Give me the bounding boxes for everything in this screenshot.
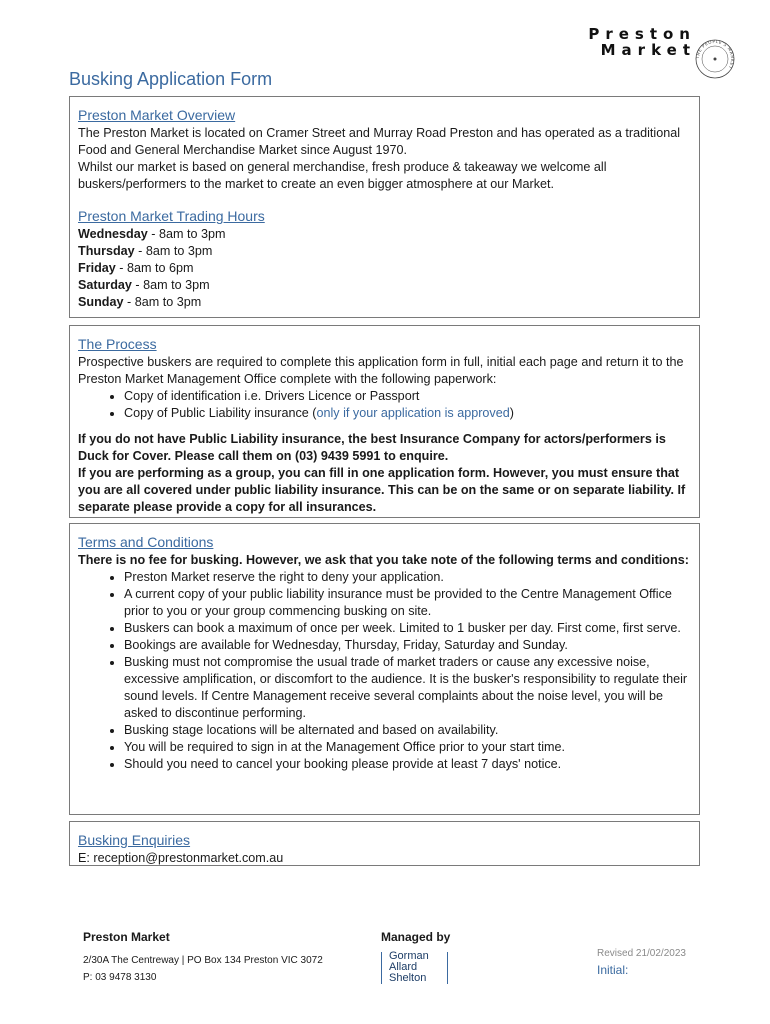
overview-paragraph-2: Whilst our market is based on general merchandise, fresh produce & takeaway we welcome all buskers/performers to the market to create an even bigger atmosphere at our Market. <box>78 160 607 191</box>
hours-day: Sunday <box>78 295 124 309</box>
list-item: • Busking stage locations will be alternated and based on availability. <box>124 722 691 739</box>
footer-contact <box>83 930 323 986</box>
list-item: • You will be required to sign in at the Management Office prior to your start time. <box>124 739 691 756</box>
page-title: Busking Application Form <box>69 69 273 89</box>
peoples-market-seal-icon <box>694 38 736 80</box>
revised-date: Revised 21/02/2023 <box>597 948 686 959</box>
footer-phone: P: 03 9478 3130 <box>83 972 157 983</box>
list-item: • Should you need to cancel your booking please provide at least 7 days' notice. <box>124 756 691 773</box>
logo-word-preston: Preston <box>588 25 696 43</box>
group-notice: If you are performing as a group, you can fill in one application form. However, you must ensure that you are all covered under public liability insurance. This can be on the same or on separate liability. If separate please provide a copy for all insurances. <box>78 466 686 514</box>
overview-paragraph-1: The Preston Market is located on Cramer Street and Murray Road Preston and has operated as a traditional Food and General Merchandise Market since August 1970. <box>78 126 681 157</box>
list-item <box>124 405 691 422</box>
hours-day: Friday <box>78 261 116 275</box>
list-item: • Buskers can book a maximum of once per week. Limited to 1 busker per day. First come, first serve. <box>124 620 691 637</box>
svg-text:THE PEOPLE'S MARKET: THE PEOPLE'S MARKET <box>694 38 736 71</box>
hours-row-thursday <box>78 243 691 260</box>
footer-managed-by <box>381 930 451 988</box>
gorman-allard-shelton-logo <box>381 952 451 988</box>
hours-row-wednesday <box>78 226 691 243</box>
terms-list <box>78 569 691 773</box>
logo-word-market: Market <box>600 41 696 59</box>
hours-day: Wednesday <box>78 227 148 241</box>
terms-section <box>69 523 700 815</box>
manager-logo-text: Gorman Allard Shelton <box>389 950 429 984</box>
list-item: • A current copy of your public liability insurance must be provided to the Centre Management Office prior to you or your group commencing busking on site. <box>124 586 691 620</box>
enquiries-email[interactable]: E: reception@prestonmarket.com.au <box>78 851 284 865</box>
insurance-notice: If you do not have Public Liability insurance, the best Insurance Company for actors/performers is Duck for Cover. Please call them on (03) 9439 5991 to enquire. <box>78 432 666 463</box>
process-heading: The Process <box>78 336 157 352</box>
managed-by-label: Managed by <box>381 930 451 944</box>
enquiries-section <box>69 821 700 866</box>
list-item: • Busking must not compromise the usual trade of market traders or cause any excessive noise, excessive amplification, or discomfort to the audience. It is the busker's responsibility to regulate their sound levels. If Centre Management receive several complaints about the noise level, you will be asked to discontinue performing. <box>124 654 691 722</box>
hours-time: - 8am to 3pm <box>147 227 226 241</box>
hours-day: Saturday <box>78 278 132 292</box>
hours-day: Thursday <box>78 244 135 258</box>
overview-section <box>69 96 700 318</box>
hours-time: - 8am to 3pm <box>131 278 210 292</box>
hours-time: - 8am to 3pm <box>134 244 213 258</box>
process-list <box>78 388 691 422</box>
terms-intro: There is no fee for busking. However, we ask that you take note of the following terms and conditions: <box>78 553 689 567</box>
hours-time: - 8am to 3pm <box>123 295 202 309</box>
hours-row-friday <box>78 260 691 277</box>
approval-note: only if your application is approved <box>316 406 510 420</box>
hours-row-sunday <box>78 294 691 311</box>
process-intro: Prospective buskers are required to complete this application form in full, initial each page and return it to the Preston Market Management Office complete with the following paperwork: <box>78 355 684 386</box>
process-section <box>69 325 700 518</box>
bullet-text: Copy of Public Liability insurance ( <box>124 406 317 420</box>
trading-hours-heading: Preston Market Trading Hours <box>78 208 265 224</box>
overview-heading: Preston Market Overview <box>78 107 236 123</box>
hours-row-saturday <box>78 277 691 294</box>
initial-field-label: Initial: <box>597 963 629 977</box>
enquiries-heading: Busking Enquiries <box>78 832 191 848</box>
preston-market-logo <box>588 24 738 84</box>
bullet-text-end: ) <box>509 406 514 420</box>
footer-address: 2/30A The Centreway | PO Box 134 Preston VIC 3072 <box>83 955 323 966</box>
list-item: • Bookings are available for Wednesday, Thursday, Friday, Saturday and Sunday. <box>124 637 691 654</box>
footer-org-name: Preston Market <box>83 930 170 944</box>
hours-time: - 8am to 6pm <box>115 261 194 275</box>
footer-revision <box>597 948 686 977</box>
terms-heading: Terms and Conditions <box>78 534 214 550</box>
list-item: • Preston Market reserve the right to deny your application. <box>124 569 691 586</box>
list-item: • Copy of identification i.e. Drivers Licence or Passport <box>124 388 691 405</box>
